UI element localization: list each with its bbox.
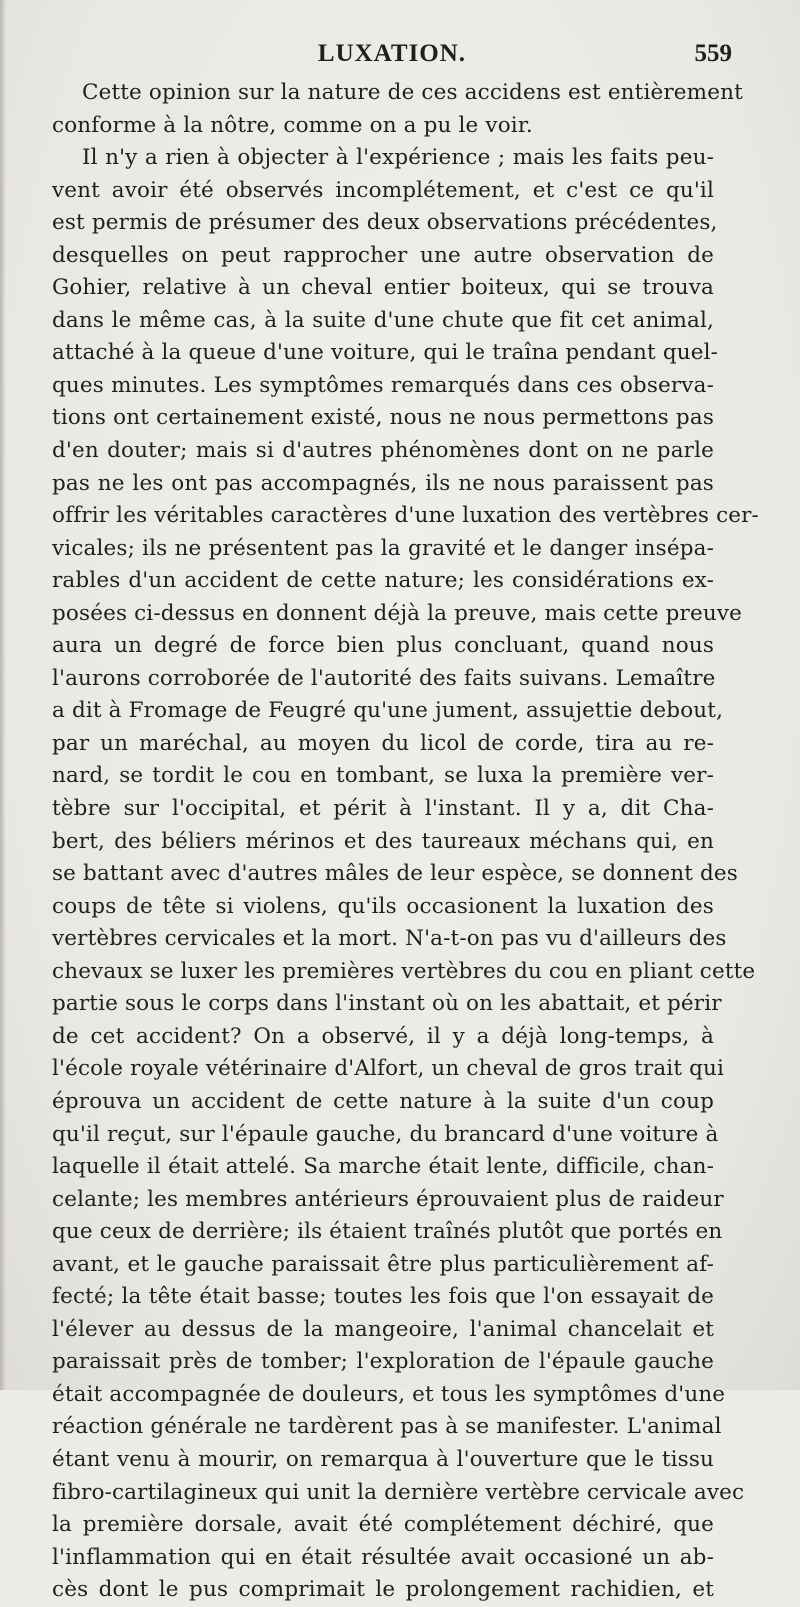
text-line: partie sous le corps dans l'instant où on les abattait, et périr <box>52 991 722 1017</box>
page-edge-shadow <box>0 0 6 1390</box>
body-text <box>52 77 759 1607</box>
text-line: dans le même cas, à la suite d'une chute que fit cet animal, <box>52 307 714 333</box>
text-line: par un maréchal, au moyen du licol de corde, tira au re- <box>52 730 714 756</box>
text-line: que ceux de derrière; ils étaient traînés plutôt que portés en <box>52 1219 723 1245</box>
text-line: vertèbres cervicales et la mort. N'a-t-on pas vu d'ailleurs des <box>52 926 727 952</box>
text-line: était accompagnée de douleurs, et tous les symptômes d'une <box>52 1381 726 1407</box>
text-line: l'aurons corroborée de l'autorité des faits suivans. Lemaître <box>52 665 716 691</box>
text-line: conforme à la nôtre, comme on a pu le voir. <box>52 112 533 138</box>
text-line: bert, des béliers mérinos et des taureaux méchans qui, en <box>52 828 714 854</box>
text-line: qu'il reçut, sur l'épaule gauche, du brancard d'une voiture à <box>52 1121 719 1147</box>
text-line: nard, se tordit le cou en tombant, se luxa la première ver- <box>52 763 714 789</box>
text-line: l'école royale vétérinaire d'Alfort, un cheval de gros trait qui <box>52 1056 725 1082</box>
text-line: l'élever au dessus de la mangeoire, l'animal chancelait et <box>52 1316 714 1342</box>
page-number: 559 <box>694 40 732 67</box>
text-line: attaché à la queue d'une voiture, qui le traîna pendant quel- <box>52 340 719 366</box>
text-line: coups de tête si violens, qu'ils occasionent la luxation des <box>52 893 714 919</box>
text-line: ques minutes. Les symptômes remarqués dans ces observa- <box>52 372 714 398</box>
text-line: l'inflammation qui en était résultée avait occasioné un ab- <box>52 1544 714 1570</box>
text-line: vent avoir été observés incomplétement, et c'est ce qu'il <box>52 177 714 203</box>
page-header <box>52 40 732 76</box>
text-line: d'en douter; mais si d'autres phénomènes dont on ne parle <box>52 438 714 464</box>
text-line: offrir les véritables caractères d'une luxation des vertèbres cer- <box>52 503 759 529</box>
text-line: tions ont certainement existé, nous ne nous permettons pas <box>52 405 714 431</box>
text-line: réaction générale ne tardèrent pas à se manifester. L'animal <box>52 1414 722 1440</box>
text-line: Il n'y a rien à objecter à l'expérience ; mais les faits peu- <box>82 145 714 171</box>
text-line: fibro-cartilagineux qui unit la dernière vertèbre cervicale avec <box>52 1479 745 1505</box>
text-line: vicales; ils ne présentent pas la gravité et le danger insépa- <box>52 535 714 561</box>
text-line: cès dont le pus comprimait le prolongement rachidien, et <box>52 1577 714 1603</box>
text-line: celante; les membres antérieurs éprouvaient plus de raideur <box>52 1186 724 1212</box>
text-line: éprouva un accident de cette nature à la suite d'un coup <box>52 1088 714 1114</box>
text-line: laquelle il était attelé. Sa marche était lente, difficile, chan- <box>52 1154 714 1180</box>
text-line: paraissait près de tomber; l'exploration de l'épaule gauche <box>52 1349 714 1375</box>
text-line: de cet accident? On a observé, il y a déjà long-temps, à <box>52 1023 714 1049</box>
text-line: pas ne les ont pas accompagnés, ils ne nous paraissent pas <box>52 470 714 496</box>
text-line: se battant avec d'autres mâles de leur espèce, se donnent des <box>52 861 738 887</box>
text-line: avant, et le gauche paraissait être plus particulièrement af- <box>52 1251 714 1277</box>
text-line: posées ci-dessus en donnent déjà la preuve, mais cette preuve <box>52 600 743 626</box>
running-head: LUXATION. <box>317 40 467 67</box>
text-line: Cette opinion sur la nature de ces accidens est entièrement <box>82 80 743 105</box>
text-line: est permis de présumer des deux observations précédentes, <box>52 210 718 236</box>
text-line: Gohier, relative à un cheval entier boiteux, qui se trouva <box>52 275 714 301</box>
text-line: desquelles on peut rapprocher une autre observation de <box>52 242 714 268</box>
text-line: chevaux se luxer les premières vertèbres du cou en pliant cette <box>52 958 756 984</box>
text-line: étant venu à mourir, on remarqua à l'ouverture que le tissu <box>52 1446 714 1472</box>
text-line: a dit à Fromage de Feugré qu'une jument, assujettie debout, <box>52 698 724 724</box>
text-line: aura un degré de force bien plus concluant, quand nous <box>52 633 714 659</box>
text-line: la première dorsale, avait été complétement déchiré, que <box>52 1512 714 1538</box>
text-line: tèbre sur l'occipital, et périt à l'instant. Il y a, dit Cha- <box>52 796 714 822</box>
text-line: fecté; la tête était basse; toutes les fois que l'on essayait de <box>52 1284 714 1310</box>
text-line: rables d'un accident de cette nature; les considérations ex- <box>52 568 714 594</box>
